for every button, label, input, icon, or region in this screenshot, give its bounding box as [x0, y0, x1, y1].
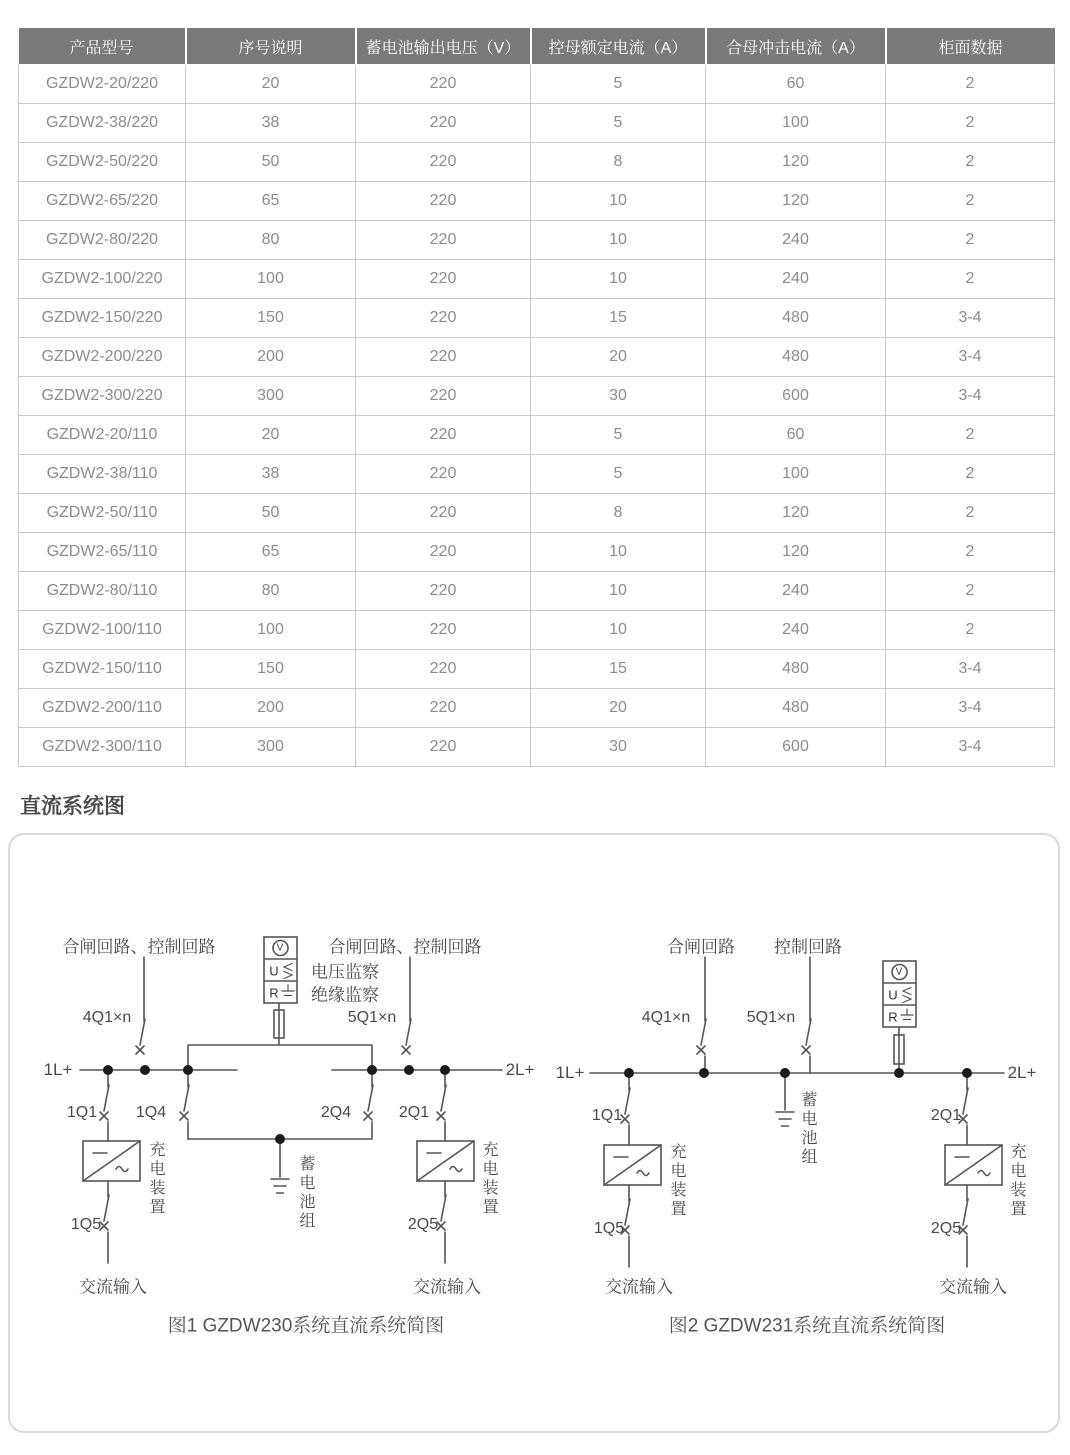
- table-cell: 120: [706, 533, 886, 572]
- table-cell: 240: [706, 260, 886, 299]
- table-cell: 2: [886, 416, 1055, 455]
- table-cell: GZDW2-300/220: [19, 377, 186, 416]
- table-cell: 220: [356, 416, 531, 455]
- table-cell: 10: [531, 533, 706, 572]
- table-cell: 200: [186, 689, 356, 728]
- d2-caption: 图2 GZDW231系统直流系统简图: [668, 1315, 946, 1337]
- d2-ac-input-left-label: 交流输入: [605, 1277, 673, 1297]
- table-cell: 60: [706, 416, 886, 455]
- table-cell: 220: [356, 611, 531, 650]
- d1-feeder-left-label: 4Q1×n: [82, 1009, 132, 1026]
- header-row: [19, 28, 1055, 65]
- d2-switch-2q1-label: 2Q1: [930, 1107, 962, 1124]
- d2-closing-circuit-label: 合闸回路: [667, 937, 735, 957]
- table-cell: 220: [356, 689, 531, 728]
- table-cell: GZDW2-80/110: [19, 572, 186, 611]
- d2-feeder-left-label: 4Q1×n: [641, 1009, 691, 1026]
- table-cell: 220: [356, 650, 531, 689]
- table-cell: GZDW2-38/220: [19, 104, 186, 143]
- d2-charger-left-label: 充电装置: [668, 1143, 685, 1219]
- table-cell: 300: [186, 728, 356, 767]
- table-cell: GZDW2-100/110: [19, 611, 186, 650]
- table-row: [19, 455, 1055, 494]
- table-cell: 220: [356, 221, 531, 260]
- d2-feeder-right-label: 5Q1×n: [746, 1009, 796, 1026]
- table-cell: 3-4: [886, 299, 1055, 338]
- table-cell: 30: [531, 728, 706, 767]
- table-cell: GZDW2-20/110: [19, 416, 186, 455]
- table-cell: GZDW2-65/110: [19, 533, 186, 572]
- table-cell: 60: [706, 65, 886, 104]
- table-cell: GZDW2-65/220: [19, 182, 186, 221]
- d2-bus-left-label: 1L+: [555, 1063, 585, 1082]
- table-cell: 220: [356, 182, 531, 221]
- table-row: [19, 416, 1055, 455]
- column-header: 蓄电池输出电压（V）: [356, 28, 531, 65]
- d1-battery-label: 蓄电池组: [297, 1155, 314, 1231]
- table-cell: 3-4: [886, 377, 1055, 416]
- column-header: 序号说明: [186, 28, 356, 65]
- spec-table: [18, 28, 1055, 767]
- table-cell: 220: [356, 377, 531, 416]
- table-cell: GZDW2-150/220: [19, 299, 186, 338]
- table-cell: 2: [886, 611, 1055, 650]
- d1-switch-1q1-label: 1Q1: [66, 1104, 98, 1121]
- table-cell: 150: [186, 299, 356, 338]
- table-cell: 220: [356, 299, 531, 338]
- table-cell: 480: [706, 338, 886, 377]
- d2-bus-right-label: 2L+: [1007, 1063, 1037, 1082]
- d1-insulation-monitor-icon: R: [269, 985, 279, 1001]
- d1-switch-1q4-label: 1Q4: [135, 1104, 167, 1121]
- d1-charger-right-label: 充电装置: [480, 1141, 497, 1217]
- table-cell: 240: [706, 611, 886, 650]
- table-row: [19, 494, 1055, 533]
- table-cell: GZDW2-50/220: [19, 143, 186, 182]
- d1-insulation-monitor-label: 绝缘监察: [311, 985, 379, 1005]
- d1-charger-left-label: 充电装置: [147, 1141, 164, 1217]
- table-cell: GZDW2-100/220: [19, 260, 186, 299]
- table-cell: 65: [186, 182, 356, 221]
- table-cell: 3-4: [886, 650, 1055, 689]
- table-cell: 220: [356, 572, 531, 611]
- table-cell: 2: [886, 104, 1055, 143]
- table-cell: 120: [706, 494, 886, 533]
- d2-voltage-monitor-icon: U: [888, 987, 898, 1003]
- table-cell: 220: [356, 260, 531, 299]
- d2-switch-1q5-label: 1Q5: [593, 1220, 625, 1237]
- table-cell: GZDW2-50/110: [19, 494, 186, 533]
- table-cell: 3-4: [886, 338, 1055, 377]
- table-cell: 150: [186, 650, 356, 689]
- table-cell: GZDW2-80/220: [19, 221, 186, 260]
- table-row: [19, 377, 1055, 416]
- table-cell: 38: [186, 104, 356, 143]
- table-cell: 10: [531, 221, 706, 260]
- table-cell: 240: [706, 572, 886, 611]
- d1-voltage-monitor-icon: U: [269, 963, 279, 979]
- junction-dots: [103, 1065, 972, 1144]
- table-cell: 120: [706, 143, 886, 182]
- table-row: [19, 650, 1055, 689]
- table-row: [19, 728, 1055, 767]
- table-cell: 2: [886, 182, 1055, 221]
- table-cell: 2: [886, 143, 1055, 182]
- table-cell: 220: [356, 338, 531, 377]
- d2-switch-1q1-label: 1Q1: [591, 1107, 623, 1124]
- d2-control-circuit-label: 控制回路: [774, 937, 842, 957]
- d2-ac-input-right-label: 交流输入: [939, 1277, 1007, 1297]
- table-cell: 2: [886, 221, 1055, 260]
- d1-switch-2q4-label: 2Q4: [320, 1104, 352, 1121]
- table-cell: 2: [886, 260, 1055, 299]
- table-cell: 200: [186, 338, 356, 377]
- table-cell: 15: [531, 299, 706, 338]
- d1-ac-input-right-label: 交流输入: [413, 1277, 481, 1297]
- spec-table-body: [19, 65, 1055, 767]
- table-cell: 220: [356, 104, 531, 143]
- table-row: [19, 182, 1055, 221]
- table-cell: 5: [531, 65, 706, 104]
- table-cell: 100: [186, 260, 356, 299]
- d2-switch-2q5-label: 2Q5: [930, 1220, 962, 1237]
- table-cell: 30: [531, 377, 706, 416]
- d1-ac-input-left-label: 交流输入: [79, 1277, 147, 1297]
- table-cell: 5: [531, 416, 706, 455]
- d1-switch-2q1-label: 2Q1: [398, 1104, 430, 1121]
- table-cell: 5: [531, 104, 706, 143]
- table-row: [19, 338, 1055, 377]
- table-cell: 2: [886, 494, 1055, 533]
- table-cell: 38: [186, 455, 356, 494]
- d1-voltage-monitor-label: 电压监察: [311, 962, 379, 982]
- table-row: [19, 572, 1055, 611]
- table-cell: 2: [886, 533, 1055, 572]
- table-cell: 600: [706, 377, 886, 416]
- table-row: [19, 533, 1055, 572]
- table-cell: 220: [356, 455, 531, 494]
- table-cell: GZDW2-150/110: [19, 650, 186, 689]
- table-cell: 480: [706, 299, 886, 338]
- table-cell: GZDW2-200/220: [19, 338, 186, 377]
- table-cell: 65: [186, 533, 356, 572]
- table-cell: 300: [186, 377, 356, 416]
- table-cell: 100: [706, 455, 886, 494]
- table-cell: 20: [186, 65, 356, 104]
- table-cell: 2: [886, 65, 1055, 104]
- table-cell: 8: [531, 494, 706, 533]
- table-row: [19, 65, 1055, 104]
- table-cell: 20: [186, 416, 356, 455]
- column-header: 产品型号: [19, 28, 186, 65]
- d1-feeder-right-label: 5Q1×n: [347, 1009, 397, 1026]
- section-title: 直流系统图: [20, 795, 125, 818]
- table-cell: 20: [531, 338, 706, 377]
- table-cell: 10: [531, 182, 706, 221]
- column-header: 控母额定电流（A）: [531, 28, 706, 65]
- spec-table-header: [19, 28, 1055, 65]
- dc-system-diagram-panel: [8, 833, 1060, 1433]
- table-cell: 120: [706, 182, 886, 221]
- table-cell: 50: [186, 143, 356, 182]
- table-cell: 220: [356, 533, 531, 572]
- d1-bus-right-label: 2L+: [505, 1060, 535, 1079]
- d2-battery-label: 蓄电池组: [799, 1091, 816, 1167]
- column-header: 柜面数据: [886, 28, 1055, 65]
- table-row: [19, 299, 1055, 338]
- d1-switch-2q5-label: 2Q5: [407, 1216, 439, 1233]
- table-cell: 2: [886, 455, 1055, 494]
- table-cell: 480: [706, 689, 886, 728]
- table-cell: 15: [531, 650, 706, 689]
- table-cell: GZDW2-38/110: [19, 455, 186, 494]
- table-cell: 480: [706, 650, 886, 689]
- table-cell: 100: [706, 104, 886, 143]
- table-cell: GZDW2-300/110: [19, 728, 186, 767]
- table-cell: 10: [531, 260, 706, 299]
- d2-charger-right-label: 充电装置: [1008, 1143, 1025, 1219]
- d1-bus-left-label: 1L+: [43, 1060, 73, 1079]
- table-row: [19, 260, 1055, 299]
- table-cell: 20: [531, 689, 706, 728]
- table-cell: 220: [356, 65, 531, 104]
- d2-voltmeter-icon: V: [895, 966, 903, 978]
- table-cell: 50: [186, 494, 356, 533]
- table-cell: GZDW2-20/220: [19, 65, 186, 104]
- table-cell: 220: [356, 143, 531, 182]
- table-cell: 8: [531, 143, 706, 182]
- d2-insulation-monitor-icon: R: [888, 1009, 898, 1025]
- d1-top-left-label: 合闸回路、控制回路: [62, 937, 216, 957]
- circuit-lines: [10, 835, 1062, 1435]
- table-cell: 3-4: [886, 728, 1055, 767]
- table-cell: 3-4: [886, 689, 1055, 728]
- table-cell: 10: [531, 572, 706, 611]
- column-header: 合母冲击电流（A）: [706, 28, 886, 65]
- table-cell: 80: [186, 572, 356, 611]
- d1-top-right-label: 合闸回路、控制回路: [328, 937, 482, 957]
- table-row: [19, 143, 1055, 182]
- table-cell: 220: [356, 728, 531, 767]
- table-cell: 220: [356, 494, 531, 533]
- table-cell: 10: [531, 611, 706, 650]
- table-cell: 240: [706, 221, 886, 260]
- table-cell: GZDW2-200/110: [19, 689, 186, 728]
- table-cell: 2: [886, 572, 1055, 611]
- table-row: [19, 611, 1055, 650]
- table-cell: 5: [531, 455, 706, 494]
- table-row: [19, 221, 1055, 260]
- table-cell: 600: [706, 728, 886, 767]
- d1-voltmeter-icon: V: [276, 942, 284, 954]
- d1-switch-1q5-label: 1Q5: [70, 1216, 102, 1233]
- d1-caption: 图1 GZDW230系统直流系统简图: [167, 1315, 445, 1337]
- table-cell: 80: [186, 221, 356, 260]
- table-cell: 100: [186, 611, 356, 650]
- table-row: [19, 689, 1055, 728]
- table-row: [19, 104, 1055, 143]
